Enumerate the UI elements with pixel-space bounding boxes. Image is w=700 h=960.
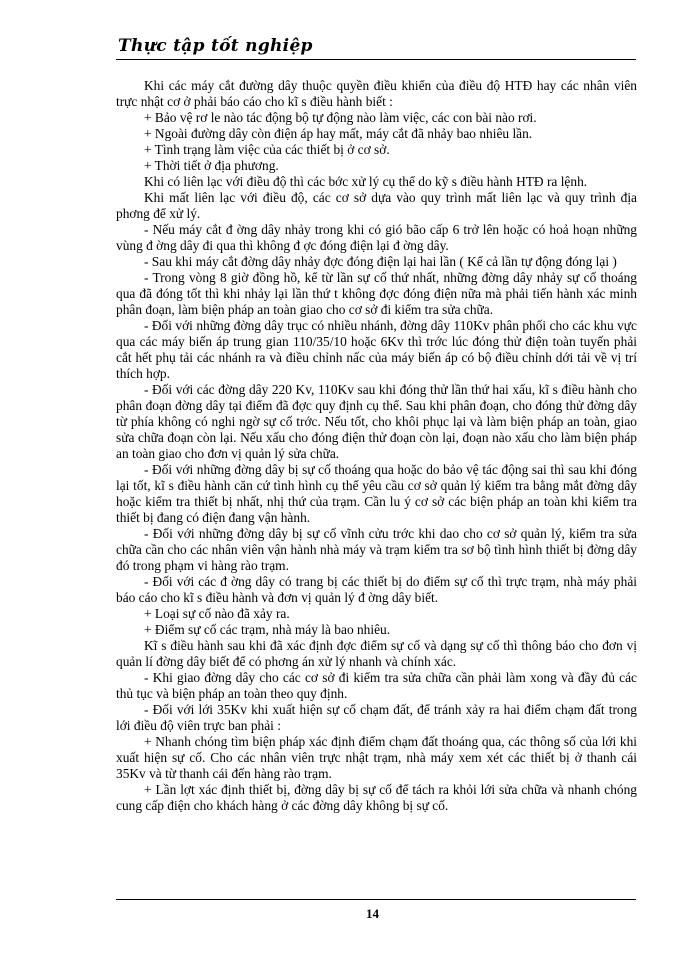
paragraph: - Đối với lới 35Kv khi xuất hiện sự cố chạm đất, để tránh xảy ra hai điểm chạm đất trong lới điều độ viên trực ban phải :: [116, 702, 637, 733]
document-body: [116, 78, 637, 814]
paragraph: + Loại sự cố nào đã xảy ra.: [144, 606, 290, 621]
paragraph: - Sau khi máy cắt đờng dây nhảy đợc đóng điện lại hai lần ( Kể cả lần tự động đóng lại ): [144, 254, 617, 269]
page-header-title: Thực tập tốt nghiệp: [118, 36, 313, 56]
paragraph: + Ngoài đường dây còn điện áp hay mất, máy cắt đã nhảy bao nhiêu lần.: [144, 126, 533, 141]
footer-rule: [116, 899, 636, 900]
header-rule: [116, 59, 636, 60]
paragraph: Khi có liên lạc với điều độ thì các bớc xử lý cụ thể do kỹ s điều hành HTĐ ra lệnh.: [144, 174, 588, 189]
paragraph: - Đối với các đờng dây 220 Kv, 110Kv sau khi đóng thử lần thứ hai xấu, kĩ s điều hành cho phân đoạn đờng dây tại điểm đã đợc quy định cụ thể. Sau khi phân đoạn, cho đóng thử đờng dây từ phía không có nghi ngờ sự cố trớc. Nếu tốt, cho khôi phục lại và làm biện pháp an toàn, giao sửa chữa đoạn còn lại. Nếu xấu cho đóng điện thử đoạn còn lại, đoạn nào xấu cho làm biện pháp an toàn giao cho đơn vị quản lý sửa chữa.: [116, 382, 637, 461]
paragraph: + Lần lợt xác định thiết bị, đờng dây bị sự cố để tách ra khỏi lới sửa chữa và nhanh chóng cung cấp điện cho khách hàng ở các đờng dây không bị sự cố.: [116, 782, 637, 813]
paragraph: - Nếu máy cắt đ ờng dây nhảy trong khi có gió bão cấp 6 trở lên hoặc có hoả hoạn những vùng đ ờng dây đi qua thì không đ ợc đóng điện lại đ ờng dây.: [116, 222, 637, 253]
paragraph: - Đối với các đ ờng dây có trang bị các thiết bị do điểm sự cố thì trực trạm, nhà máy phải báo cáo cho kĩ s điều hành và đơn vị quản lý đ ờng dây biết.: [116, 574, 637, 605]
paragraph: + Nhanh chóng tìm biện pháp xác định điểm chạm đất thoáng qua, các thông số của lới khi xuất hiện sự cố. Cho các nhân viên trực nhật trạm, nhà máy xem xét các thiết bị ở thanh cái 35Kv và từ thanh cái đến hàng rào trạm.: [116, 734, 637, 781]
page-number: 14: [366, 906, 379, 921]
paragraph: + Thời tiết ở địa phương.: [144, 158, 279, 173]
paragraph: - Trong vòng 8 giờ đồng hồ, kể từ lần sự cố thứ nhất, những đờng dây nhảy sự cố thoáng qua đã đóng tốt thì khi nhảy lại lần thứ t không đợc đóng điện nữa mà phải tiến hành xác minh phân đoạn, làm biện pháp an toàn giao cho cơ sở đi kiểm tra sửa chữa.: [116, 270, 637, 317]
paragraph: Khi mất liên lạc với điều độ, các cơ sở dựa vào quy trình mất liên lạc và quy trình địa phơng để xử lý.: [116, 190, 637, 221]
paragraph: + Bảo vệ rơ le nào tác động bộ tự động nào làm việc, các con bài nào rơi.: [144, 110, 537, 125]
paragraph: - Đối với những đờng dây bị sự cố thoáng qua hoặc do bảo vệ tác động sai thì sau khi đóng lại tốt, kĩ s điều hành căn cứ tình hình cụ thể yêu cầu cơ sở quản lý kiểm tra bằng mắt đờng dây hoặc kiểm tra thiết bị nhất, nhị thứ của trạm. Cần lu ý cơ sở các biện pháp an toàn khi kiểm tra thiết bị đang có điện đang vận hành.: [116, 462, 637, 525]
paragraph: - Đối với những đờng dây trục có nhiều nhánh, đờng dây 110Kv phân phối cho các khu vực qua các máy biến áp trung gian 110/35/10 hoặc 6Kv thì trớc lúc đóng thử điện toàn tuyến phải cắt hết phụ tải các nhánh ra và điều chỉnh nấc của máy biến áp có bộ điều chỉnh dới tải về vị trí thích hợp.: [116, 318, 637, 381]
paragraph: - Đối với những đờng dây bị sự cố vĩnh cửu trớc khi dao cho cơ sở quản lý, kiểm tra sửa chữa cần cho các nhân viên vận hành nhà máy và trạm kiểm tra sơ bộ tình hình thiết bị đờng dây đó trong phạm vi hàng rào trạm.: [116, 526, 637, 573]
paragraph: - Khi giao đờng dây cho các cơ sở đi kiểm tra sửa chữa cần phải làm xong và đầy đủ các thủ tục và biện pháp an toàn theo quy định.: [116, 670, 637, 701]
paragraph: Kĩ s điều hành sau khi đã xác định đợc điểm sự cố và dạng sự cố thì thông báo cho đơn vị quản lí đờng dây biết để có phơng án xử lý nhanh và chính xác.: [116, 638, 637, 669]
paragraph: + Điểm sự cố các trạm, nhà máy là bao nhiêu.: [144, 622, 391, 637]
paragraph: + Tình trạng làm việc của các thiết bị ở cơ sở.: [144, 142, 390, 157]
paragraph: Khi các máy cắt đường dây thuộc quyền điều khiển của điều độ HTĐ hay các nhân viên trực nhật cơ ở phải báo cáo cho kĩ s điều hành biết :: [116, 78, 637, 109]
